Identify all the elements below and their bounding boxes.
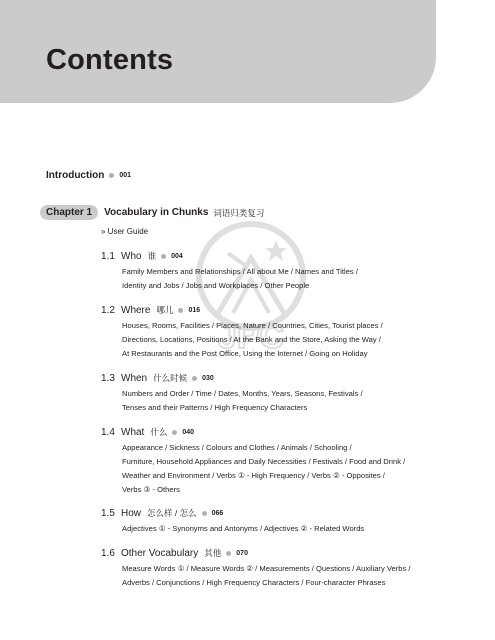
introduction-page: 001 <box>119 172 132 179</box>
section-title-cn: 什么 <box>150 427 168 437</box>
topic-line: Directions, Locations, Positions / At the Bank and the Store, Asking the Way / <box>122 335 381 344</box>
topic-line: Adjectives ① - Synonyms and Antonyms / Adjectives ② - Related Words <box>122 524 365 533</box>
bullet-dot-icon <box>178 308 183 313</box>
section-heading[interactable] <box>101 250 183 262</box>
section-title-cn: 怎么样 / 怎么 <box>147 508 197 518</box>
topic-line: Appearance / Sickness / Colours and Clothes / Animals / Schooling / <box>122 443 352 452</box>
section-page: 004 <box>171 252 183 260</box>
section-title: How <box>121 507 142 519</box>
section-number: 1.5 <box>101 507 115 519</box>
bullet-dot-icon <box>202 511 207 516</box>
topic-line: At Restaurants and the Post Office, Using the Internet / Going on Holiday <box>122 349 368 358</box>
section-heading[interactable] <box>101 507 223 519</box>
section-topics <box>122 562 411 590</box>
section-number: 1.3 <box>101 372 115 384</box>
section-title-cn: 谁 <box>147 251 157 261</box>
topic-line: Houses, Rooms, Facilities / Places, Nature / Countries, Cities, Tourist places / <box>122 321 383 330</box>
topic-line: Family Members and Relationships / All about Me / Names and Titles / <box>122 267 358 276</box>
user-guide-link[interactable]: » User Guide <box>101 227 149 236</box>
topic-line: Identity and Jobs / Jobs and Workplaces / Other People <box>122 281 310 290</box>
section-topics <box>122 319 383 361</box>
section-topics <box>122 265 358 293</box>
section-title: What <box>121 426 145 438</box>
section-page: 070 <box>236 549 248 557</box>
section-title: When <box>121 372 148 384</box>
topic-line: Furniture, Household Appliances and Daily Necessities / Festivals / Food and Drink / <box>122 457 406 466</box>
section-title: Who <box>121 250 142 262</box>
bullet-dot-icon <box>109 173 114 178</box>
topic-line: Measure Words ① / Measure Words ② / Measurements / Questions / Auxiliary Verbs / <box>122 564 411 573</box>
introduction-entry[interactable] <box>46 170 131 181</box>
section-page: 016 <box>188 306 201 314</box>
introduction-label: Introduction <box>46 170 105 181</box>
bullet-dot-icon <box>226 551 231 556</box>
section-number: 1.2 <box>101 304 115 316</box>
topic-line: Adverbs / Conjunctions / High Frequency Characters / Four-character Phrases <box>122 578 386 587</box>
watermark-text: JPC <box>217 318 285 356</box>
bullet-dot-icon <box>172 430 177 435</box>
section-title-cn: 什么时候 <box>153 373 188 383</box>
topic-line: Tenses and their Patterns / High Frequency Characters <box>122 403 308 412</box>
section-number: 1.1 <box>101 250 115 262</box>
section-title-cn: 其他 <box>204 548 222 558</box>
section-number: 1.6 <box>101 547 115 559</box>
chapter-tag: Chapter 1 <box>40 205 98 220</box>
section-topics <box>122 522 364 536</box>
section-topics <box>122 387 363 415</box>
topic-line: Numbers and Order / Time / Dates, Months, Years, Seasons, Festivals / <box>122 389 363 398</box>
section-heading[interactable] <box>101 426 194 438</box>
section-heading[interactable] <box>101 547 248 559</box>
section-page: 040 <box>182 428 195 436</box>
page-title: Contents <box>46 44 174 76</box>
section-title: Other Vocabulary <box>121 547 199 559</box>
section-title-cn: 哪儿 <box>156 305 174 315</box>
section-title: Where <box>121 304 151 316</box>
section-number: 1.4 <box>101 426 115 438</box>
section-topics <box>122 441 405 497</box>
topic-line: Weather and Environment / Verbs ① - High Frequency / Verbs ② - Opposites / <box>122 471 385 480</box>
chapter-1-heading[interactable] <box>40 205 264 220</box>
section-page: 030 <box>202 374 214 382</box>
section-page: 066 <box>211 509 224 517</box>
bullet-dot-icon <box>192 376 197 381</box>
chapter-title: Vocabulary in Chunks <box>104 207 209 218</box>
topic-line: Verbs ③ - Others <box>122 485 180 494</box>
section-heading[interactable] <box>101 304 200 316</box>
bullet-dot-icon <box>161 254 166 259</box>
chapter-title-cn: 词语归类复习 <box>213 207 265 218</box>
section-heading[interactable] <box>101 372 214 384</box>
